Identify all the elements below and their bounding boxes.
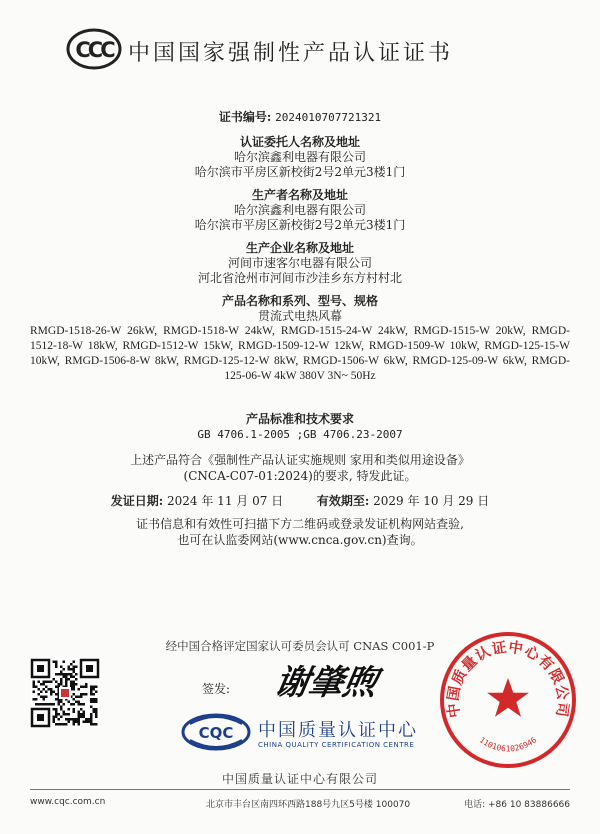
standards-value: GB 4706.1-2005 ;GB 4706.23-2007 xyxy=(197,428,403,441)
factory-label: 生产企业名称及地址 xyxy=(245,241,354,255)
manufacturer-address: 哈尔滨市平房区新校街2号2单元3楼1门 xyxy=(194,218,406,232)
conformity-line-1: 上述产品符合《强制性产品认证实施规则 家用和类似用途设备》 xyxy=(130,453,470,467)
seal-star-icon xyxy=(487,678,529,717)
manufacturer-name: 哈尔滨鑫利电器有限公司 xyxy=(233,203,366,217)
signature-name: 谢肇煦 xyxy=(271,663,381,703)
qr-code[interactable] xyxy=(30,658,100,728)
issue-date-label: 发证日期: xyxy=(110,494,164,508)
expiry-date-label: 有效期至: xyxy=(316,494,370,508)
factory-name: 河间市速客尔电器有限公司 xyxy=(227,256,372,270)
validity-dates xyxy=(0,492,600,509)
footer-phone: 电话: +86 10 83886666 xyxy=(464,800,570,810)
footer-website[interactable]: www.cqc.com.cn xyxy=(30,797,106,807)
ccc-logo xyxy=(66,28,122,70)
applicant-label: 认证委托人名称及地址 xyxy=(239,135,360,149)
product-models: RMGD-1518-26-W 26kW, RMGD-1518-W 24kW, RMGD-1515-24-W 24kW, RMGD-1515-W 20kW, RMGD-1512-18-W 18kW, RMGD-1512-W 15kW, RMGD-1509-12-W 12kW, RMGD-1509-W 10kW, RMGD-125-15-W 10kW, RMGD-1506-8-W 8kW, RMGD-125-12-W 8kW, RMGD-1506-W 6kW, RMGD-125-09-W 6kW, RMGD-125-06-W 4kW 380V 3N~ 50Hz xyxy=(30,325,570,382)
product-label: 产品名称和系列、型号、规格 xyxy=(221,294,378,308)
issue-date-value: 2024 年 11 月 07 日 xyxy=(167,494,284,508)
product-name: 贯流式电热风幕 xyxy=(257,309,342,323)
certificate-number xyxy=(0,108,600,125)
signature-label: 签发: xyxy=(202,682,231,696)
accreditation-statement: 经中国合格评定国家认可委员会认可 CNAS C001-P xyxy=(165,639,435,653)
manufacturer-section xyxy=(30,188,570,233)
applicant-address: 哈尔滨市平房区新校街2号2单元3楼1门 xyxy=(194,165,406,179)
verify-line-2: 也可在认监委网站(www.cnca.gov.cn)查询。 xyxy=(177,533,423,547)
standards-section xyxy=(30,412,570,442)
factory-section xyxy=(30,241,570,286)
svg-text:1101061026946 xyxy=(478,735,539,753)
conformity-line-2: (CNCA-C07-01:2024)的要求, 特发此证。 xyxy=(183,469,417,483)
cqc-logo xyxy=(180,712,252,752)
cert-number-label: 证书编号: xyxy=(218,110,272,124)
document-title: 中国国家强制性产品认证证书 xyxy=(128,41,454,66)
conformity-statement xyxy=(30,452,570,484)
applicant-name: 哈尔滨鑫利电器有限公司 xyxy=(233,150,366,164)
ccc-logo-text: CCC xyxy=(75,38,113,62)
cqc-name-cn: 中国质量认证中心 xyxy=(258,720,418,741)
manufacturer-label: 生产者名称及地址 xyxy=(251,188,348,202)
cqc-logo-text: CQC xyxy=(198,724,234,742)
verification-note xyxy=(30,516,570,548)
verify-line-1: 证书信息和有效性可扫描下方二维码或登录发证机构网站查验, xyxy=(136,517,464,531)
certificate-header xyxy=(0,22,600,82)
cert-number-value: 2024010707721321 xyxy=(275,111,382,124)
official-seal xyxy=(438,630,578,770)
factory-address: 河北省沧州市河间市沙洼乡东方村村北 xyxy=(197,271,402,285)
product-section xyxy=(30,294,570,384)
seal-text: 中国质量认证中心有限公司 xyxy=(445,639,571,719)
standards-label: 产品标准和技术要求 xyxy=(245,412,354,426)
footer-address: 北京市丰台区南四环西路188号九区5号楼 100070 xyxy=(206,800,411,810)
footer xyxy=(30,797,570,813)
cqc-name-en: CHINA QUALITY CERTIFICATION CENTRE xyxy=(258,741,415,749)
issuing-organization: 中国质量认证中心有限公司 xyxy=(221,772,378,786)
signature-image xyxy=(250,654,400,706)
applicant-section xyxy=(30,135,570,180)
footer-divider xyxy=(30,789,570,790)
expiry-date-value: 2029 年 10 月 29 日 xyxy=(373,494,490,508)
seal-number: 1101061026946 xyxy=(477,735,539,754)
